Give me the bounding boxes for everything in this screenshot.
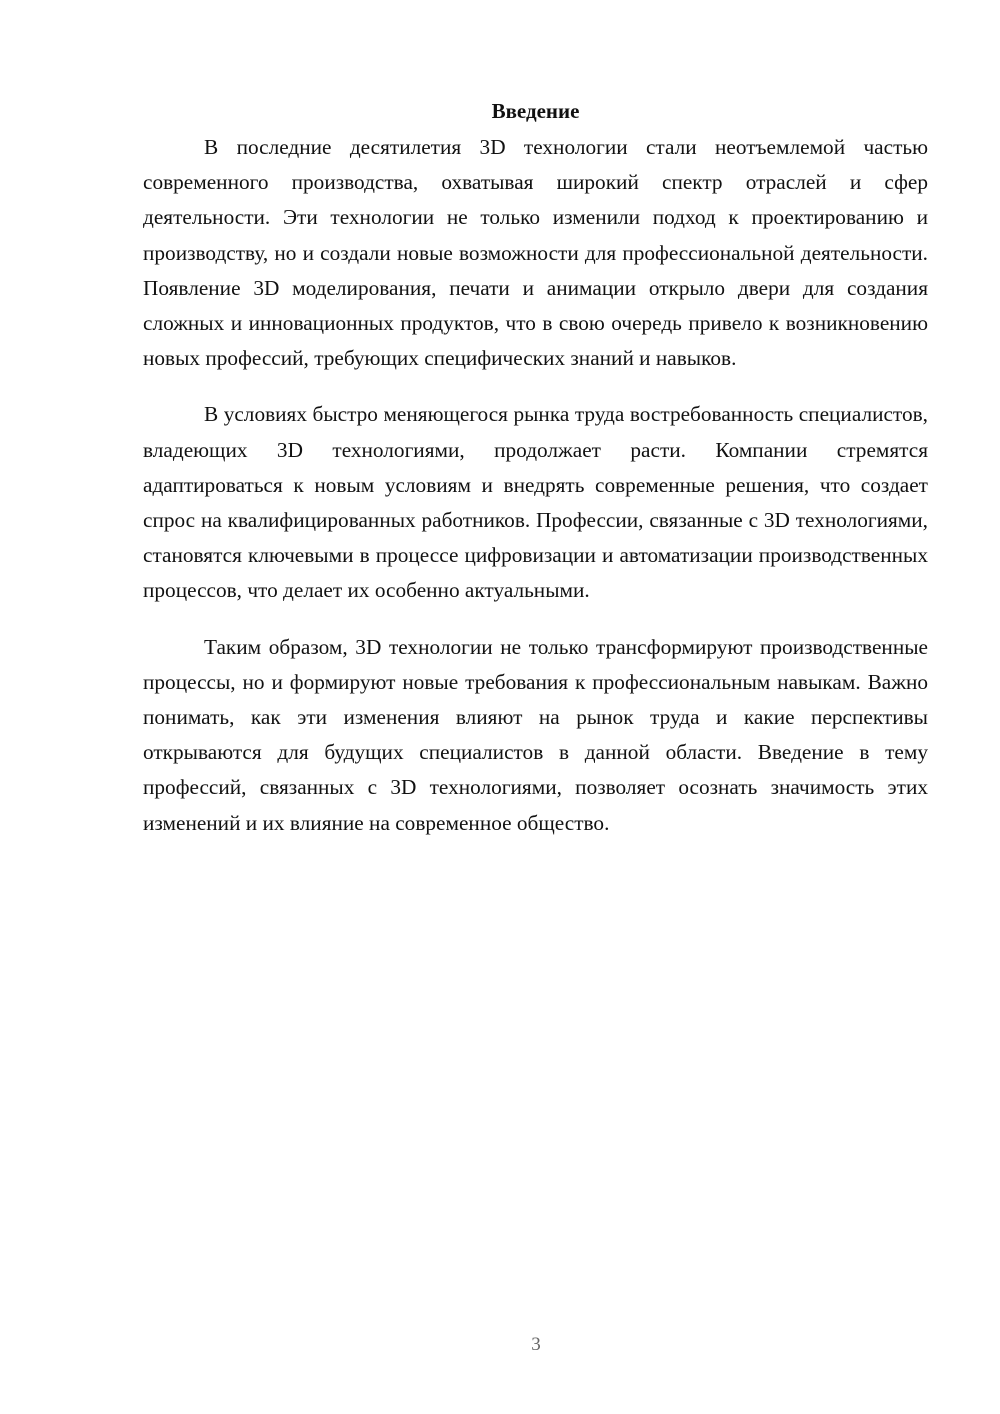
paragraph-3: Таким образом, 3D технологии не только трансформируют производственные процессы, но и формируют новые требования к профессиональным навыкам. Важно понимать, как эти изменения влияют на рынок труда и какие перспективы открываются для будущих специалистов в данной области. Введение в тему профессий, связанных с 3D технологиями, позволяет осознать значимость этих изменений и их влияние на современное общество. <box>143 634 928 835</box>
paragraph-2: В условиях быстро меняющегося рынка труда востребованность специалистов, владеющих 3D технологиями, продолжает расти. Компании стремятся адаптироваться к новым условиям и внедрять современные решения, что создает спрос на квалифицированных работников. Профессии, связанные с 3D технологиями, становятся ключевыми в процессе цифровизации и автоматизации производственных процессов, что делает их особенно актуальными. <box>143 402 928 603</box>
paragraph-1: В последние десятилетия 3D технологии стали неотъемлемой частью современного производства, охватывая широкий спектр отраслей и сфер деятельности. Эти технологии не только изменили подход к проектированию и производству, но и создали новые возможности для профессиональной деятельности. Появление 3D моделирования, печати и анимации открыло двери для создания сложных и инновационных продуктов, что в свою очередь привело к возникновению новых профессий, требующих специфических знаний и навыков. <box>143 135 928 371</box>
page-content <box>143 96 928 862</box>
section-title: Введение <box>491 99 580 123</box>
page-number: 3 <box>531 1334 541 1355</box>
